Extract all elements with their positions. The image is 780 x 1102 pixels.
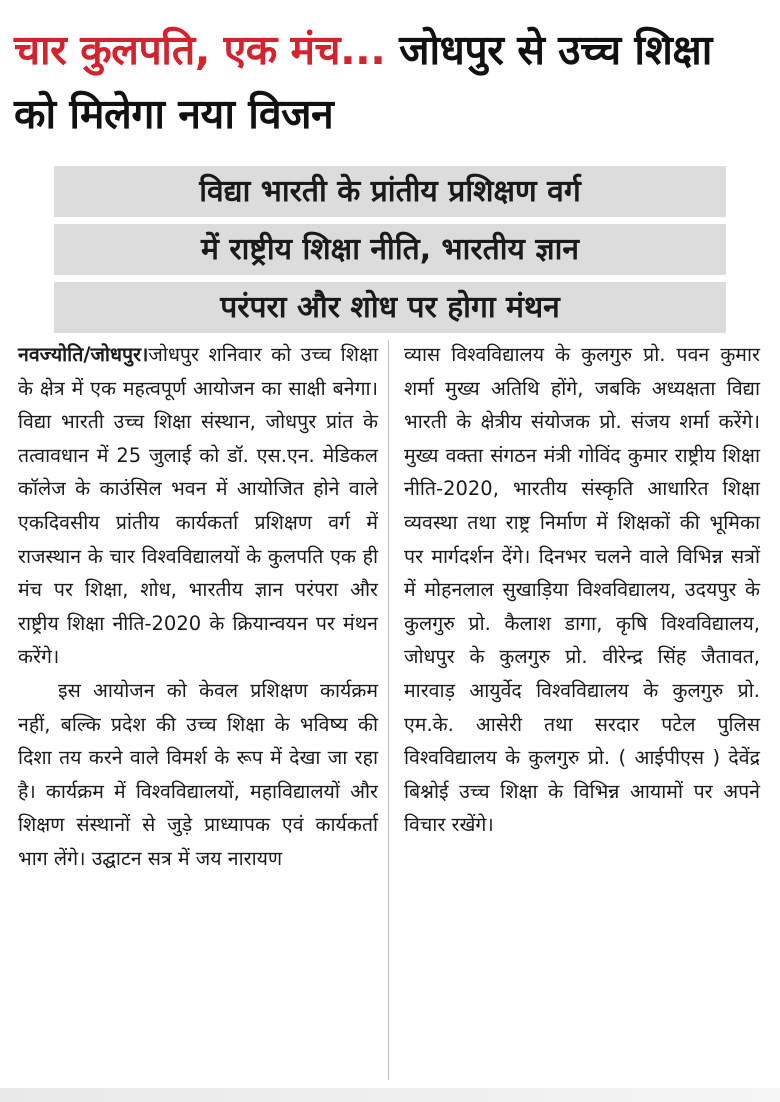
deck-line-3: परंपरा और शोध पर होगा मंथन	[54, 282, 726, 333]
deck-line-1: विद्या भारती के प्रांतीय प्रशिक्षण वर्ग	[54, 166, 726, 217]
article-column-left	[18, 338, 378, 876]
headline	[14, 18, 766, 146]
dateline: नवज्योति/जोधपुर।	[18, 343, 149, 366]
article-paragraph-3: व्यास विश्वविद्यालय के कुलगुरु प्रो. पवन कुमार शर्मा मुख्य अतिथि होंगे, जबकि अध्यक्षता विद्या भारती के क्षेत्रीय संयोजक प्रो. संजय शर्मा करेंगे। मुख्य वक्ता संगठन मंत्री गोविंद कुमार राष्ट्रीय शिक्षा नीति-2020, भारतीय संस्कृति आधारित शिक्षा व्यवस्था तथा राष्ट्र निर्माण में शिक्षकों की भूमिका पर मार्गदर्शन देंगे। दिनभर चलने वाले विभिन्न सत्रों में मोहनलाल सुखाड़िया विश्वविद्यालय, उदयपुर के कुलगुरु प्रो. कैलाश डागा, कृषि विश्वविद्यालय, जोधपुर के कुलगुरु प्रो. वीरेन्द्र सिंह जैतावत, मारवाड़ आयुर्वेद विश्वविद्यालय के कुलगुरु प्रो. एम.के. आसेरी तथा सरदार पटेल पुलिस विश्वविद्यालय के कुलगुरु प्रो. ( आईपीएस ) देवेंद्र बिश्नोई उच्च शिक्षा के विभिन्न आयामों पर अपने विचार रखेंगे।	[404, 343, 760, 837]
article-paragraph-2: इस आयोजन को केवल प्रशिक्षण कार्यक्रम नहीं, बल्कि प्रदेश की उच्च शिक्षा के भविष्य की दिशा तय करने वाले विमर्श के रूप में देखा जा रहा है। कार्यक्रम में विश्वविद्यालयों, महाविद्यालयों और शिक्षण संस्थानों से जुड़े प्राध्यापक एवं कार्यकर्ता भाग लेंगे। उद्घाटन सत्र में जय नारायण	[18, 678, 378, 870]
subheadline-deck	[40, 166, 740, 340]
column-divider	[388, 340, 389, 1080]
page-bottom-edge	[0, 1088, 780, 1102]
paragraph-1-text: जोधपुर शनिवार को उच्च शिक्षा के क्षेत्र में एक महत्वपूर्ण आयोजन का साक्षी बनेगा। विद्या भारती उच्च शिक्षा संस्थान, जोधपुर प्रांत के तत्वावधान में 25 जुलाई को डॉ. एस.एन. मेडिकल कॉलेज के काउंसिल भवन में आयोजित होने वाले एकदिवसीय प्रांतीय कार्यकर्ता प्रशिक्षण वर्ग में राजस्थान के चार विश्वविद्यालयों के कुलपति एक ही मंच पर शिक्षा, शोध, भारतीय ज्ञान परंपरा और राष्ट्रीय शिक्षा नीति-2020 के क्रियान्वयन पर मंथन करेंगे।	[18, 343, 378, 669]
headline-main: जोधपुर से उच्च शिक्षा को मिलेगा नया विजन	[14, 26, 712, 138]
article-column-right	[404, 338, 760, 842]
headline-highlight: चार कुलपति, एक मंच...	[14, 26, 386, 74]
article-paragraph-1	[18, 338, 378, 674]
deck-line-2: में राष्ट्रीय शिक्षा नीति, भारतीय ज्ञान	[54, 224, 726, 275]
